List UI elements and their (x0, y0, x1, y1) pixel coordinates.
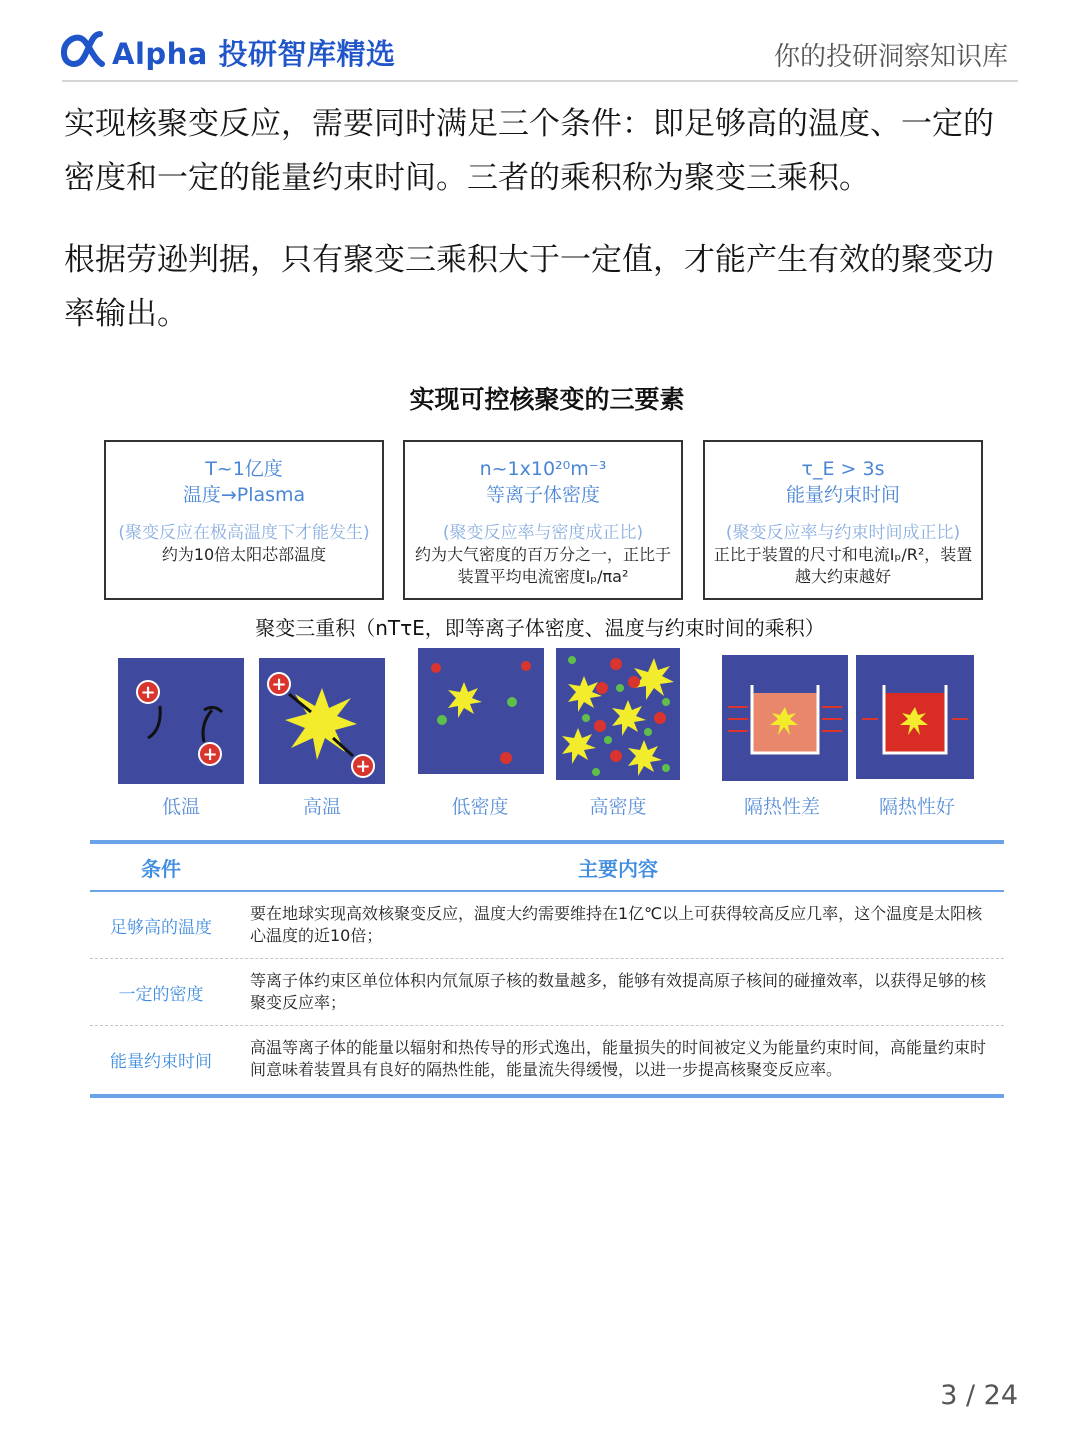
row-content: 高温等离子体的能量以辐射和热传导的形式逸出，能量损失的时间被定义为能量约束时间，高能量约束时间意味着装置具有良好的隔热性能，能量流失得缓慢，以进一步提高核聚变反应率。 (250, 1038, 987, 1079)
svg-text:+: + (202, 744, 218, 765)
table-header (90, 844, 1004, 892)
figure-title: 实现可控核聚变的三要素 (409, 385, 685, 414)
alpha-logo-icon (60, 26, 106, 72)
requirement-desc: 约为10倍太阳芯部温度 (161, 545, 327, 564)
paragraph-lawson: 根据劳逊判据，只有聚变三乘积大于一定值，才能产生有效的聚变功率输出。 (64, 242, 994, 332)
requirement-value: τ_E > 3s (801, 458, 885, 480)
requirement-name: 能量约束时间 (785, 484, 900, 506)
panel-label: 低密度 (451, 796, 509, 818)
requirement-box-density (403, 440, 683, 600)
panel-high-density (556, 648, 680, 780)
brand-title: Alpha 投研智库精选 (112, 37, 396, 71)
table-row (90, 1026, 1004, 1092)
requirement-name: 等离子体密度 (485, 484, 600, 506)
header-divider (62, 80, 1018, 82)
panel-high-temperature (259, 658, 385, 784)
column-header-condition: 条件 (141, 856, 181, 881)
row-content: 等离子体约束区单位体积内氘氚原子核的数量越多，能够有效提高原子核间的碰撞效率，以获得足够的核聚变反应率； (250, 971, 987, 1012)
requirement-note: (聚变反应在极高温度下才能发生) (118, 523, 370, 543)
panel-label: 低温 (161, 796, 200, 818)
table-row (90, 892, 1004, 959)
triple-product-caption: 聚变三重积（nTτE，即等离子体密度、温度与约束时间的乘积） (255, 616, 825, 640)
paragraph-conditions: 实现核聚变反应，需要同时满足三个条件：即足够高的温度、一定的密度和一定的能量约束时间。三者的乘积称为聚变三乘积。 (64, 106, 994, 196)
row-condition: 足够高的温度 (110, 917, 212, 938)
panel-label: 高温 (302, 796, 341, 818)
row-condition: 能量约束时间 (110, 1051, 212, 1072)
requirement-note: (聚变反应率与约束时间成正比) (725, 523, 961, 543)
panel-low-temperature (118, 658, 244, 784)
svg-text:+: + (355, 756, 371, 777)
panel-good-insulation (856, 655, 974, 779)
requirement-desc: 正比于装置的尺寸和电流Iₚ/R²，装置越大约束越好 (713, 545, 973, 586)
row-condition: 一定的密度 (118, 984, 204, 1005)
panel-label: 高密度 (589, 796, 647, 818)
svg-text:+: + (140, 682, 156, 703)
requirement-note: (聚变反应率与密度成正比) (442, 523, 644, 543)
panel-label: 隔热性差 (743, 796, 820, 818)
row-content: 要在地球实现高效核聚变反应，温度大约需要维持在1亿℃以上可获得较高反应几率，这个温度是太阳核心温度的近10倍； (250, 904, 983, 945)
column-header-content: 主要内容 (578, 856, 658, 881)
requirement-box-confinement (703, 440, 983, 600)
requirement-box-temperature (104, 440, 384, 600)
table-row (90, 959, 1004, 1026)
requirement-name: 温度→Plasma (182, 484, 306, 506)
requirement-value: T~1亿度 (205, 458, 283, 480)
panel-low-density (418, 648, 544, 774)
panel-poor-insulation (722, 655, 848, 781)
requirement-value: n~1x10²⁰m⁻³ (479, 458, 607, 480)
svg-text:+: + (271, 674, 287, 695)
panel-label: 隔热性好 (878, 796, 955, 818)
conditions-table (90, 840, 1004, 1098)
header-slogan: 你的投研洞察知识库 (773, 42, 1008, 72)
table-bottom-rule (90, 1094, 1004, 1098)
page-number: 3 / 24 (940, 1380, 1018, 1411)
requirement-desc: 约为大气密度的百万分之一，正比于装置平均电流密度Iₚ/πa² (414, 545, 671, 586)
